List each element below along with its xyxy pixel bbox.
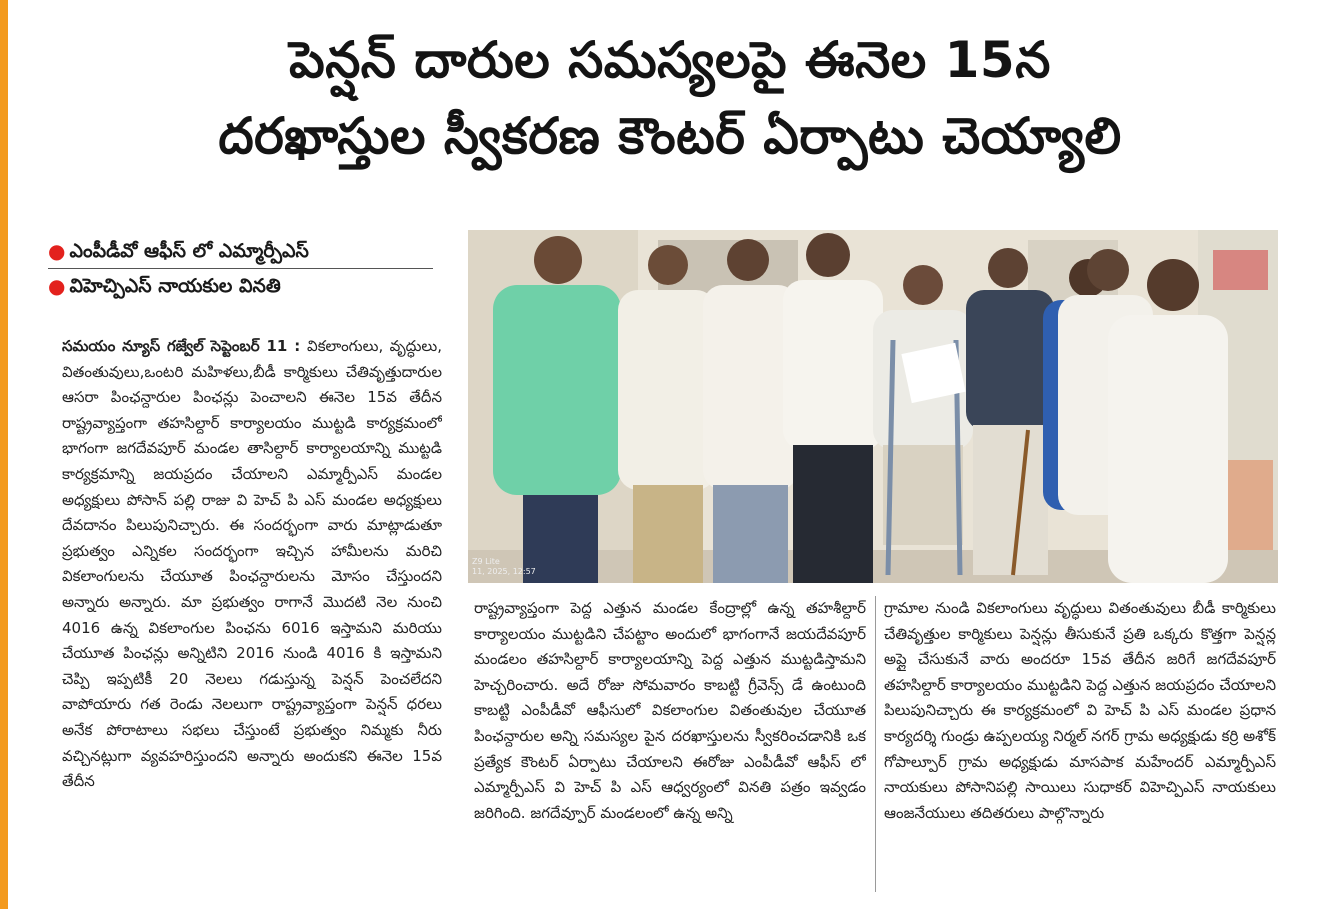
article-text-1: వికలాంగులు, వృద్ధులు, వితంతువులు,ఒంటరి మహిళలు,బీడీ కార్మికులు చేతివృత్తుదారుల ఆసరా పింఛన్దారుల పింఛన్లు పెంచాలని ఈనెల 15వ తేదీన రాష్ట్రవ్యాప్తంగా తహసిల్దార్ కార్యాలయం ముట్టడి కార్యక్రమంలో భాగంగా జగదేవపూర్ మండల తాసిల్దార్ కార్యాలయాన్ని ముట్టడి కార్యక్రమాన్ని జయప్రదం చేయాలని ఎమ్మార్పీఎస్ మండల అధ్యక్షులు పోసాన్ పల్లి రాజు వి హెచ్ పి ఎస్ మండల అధ్యక్షులు దేవదానం పిలుపునిచ్చారు. ఈ సందర్భంగా వారు మాట్లాడుతూ ప్రభుత్వం ఎన్నికల సందర్భంగా ఇచ్చిన హామీలను మరిచి వికలాంగులను చేయూత పింఛన్దారులను మోసం చేస్తుందని అన్నారు అన్నారు. మా ప్రభుత్వం రాగానే మొదటి నెల నుంచి 4016 ఉన్న వికలాంగుల పింఛను 6016 ఇస్తామని మరియు చేయూత పింఛన్లు అన్నిటిని 2016 నుండి 4016 కి ఇస్తామని చెప్పి ఇప్పటికీ 20 నెలలు గడుస్తున్న పెన్షన్ పెంచలేదని వాపోయారు గత రెండు నెలలుగా రాష్ట్రవ్యాప్తంగా పెన్షన్ ధరలు అనేక పోరాటాలు సభలు చేస్తుంటే ప్రభుత్వం నిమ్మకు నీరు వచ్చినట్లుగా వ్యవహరిస్తుందని అన్నారు అందుకని ఈనెల 15వ తేదీన — [62, 337, 442, 791]
article-text-3: గ్రామాల నుండి వికలాంగులు వృద్ధులు వితంతువులు బీడీ కార్మికులు చేతివృత్తుల కార్మికులు పెన్షన్లు తీసుకునే ప్రతి ఒక్కరు కొత్తగా పెన్షన్ల అప్లై చేసుకునే వారు అందరూ 15వ తేదీన జరిగే జగదేవపూర్ తహసిల్దార్ కార్యాలయం ముట్టడిని పెద్ద ఎత్తున జయప్రదం చేయాలని పిలుపునిచ్చారు ఈ కార్యక్రమంలో వి హెచ్ పి ఎస్ మండల ప్రధాన కార్యదర్శి గుండ్రు ఉప్పలయ్య నిర్మల్ నగర్ గ్రామ అధ్యక్షుడు కర్రి అశోక్ గోపాల్పూర్ గ్రామ అధ్యక్షుడు మాసపాక మహేందర్ ఎమ్మార్పీఎస్ నాయకులు పోసానిపల్లి సాయిలు సుధాకర్ విహెచ్పిఎస్ నాయకులు ఆంజనేయులు తదితరులు పాల్గొన్నారు — [884, 599, 1276, 822]
bullet-icon: ● — [48, 274, 66, 298]
group-photo-illustration — [468, 230, 1278, 583]
dateline: సమయం న్యూస్ గజ్వేల్ సెప్టెంబర్ 11 : — [62, 337, 308, 355]
camera-watermark-date: 11, 2025, 12:57 — [472, 567, 536, 576]
subheading-text: విహెచ్పిఎస్ నాయకుల వినతి — [69, 275, 281, 297]
camera-watermark-model: Z9 Lite — [472, 557, 500, 566]
news-photo — [468, 230, 1278, 583]
subheading-text: ఎంపీడీవో ఆఫీస్ లో ఎమ్మార్పీఎస్ — [69, 240, 309, 262]
article-text-2: రాష్ట్రవ్యాప్తంగా పెద్ద ఎత్తున మండల కేంద్రాల్లో ఉన్న తహశీల్దార్ కార్యాలయం ముట్టడిని చేపట్టాం అందులో భాగంగానే జయదేవపూర్ మండలం తహసిల్దార్ కార్యాలయాన్ని పెద్ద ఎత్తున ముట్టడిస్తామని హెచ్చరించారు. అదే రోజు సోమవారం కాబట్టి గ్రీవెన్స్ డే ఉంటుంది కాబట్టి ఎంపీడీవో ఆఫీసులో వికలాంగుల వితంతువుల చేయూత పింఛన్దారుల అన్ని సమస్యల పైన దరఖాస్తులను స్వీకరించడానికి ఒక ప్రత్యేక కౌంటర్ ఏర్పాటు చేయాలని ఈరోజు ఎంపీడీవో ఆఫీస్ లో ఎమ్మార్పీఎస్ వి హెచ్ పి ఎస్ ఆధ్వర్యంలో వినతి పత్రం ఇవ్వడం జరిగింది. జగదేవ్పూర్ మండలంలో ఉన్న అన్ని — [474, 599, 866, 822]
article-column-1 — [62, 334, 442, 904]
bullet-icon: ● — [48, 239, 66, 263]
orange-side-stripe — [0, 0, 8, 909]
column-divider — [875, 596, 876, 892]
subheading-1 — [48, 234, 433, 269]
headline-line-2: దరఖాస్తుల స్వీకరణ కౌంటర్ ఏర్పాటు చెయ్యాలి — [218, 107, 1122, 165]
article-column-3 — [884, 596, 1276, 896]
headline — [20, 22, 1320, 174]
headline-line-1: పెన్షన్ దారుల సమస్యలపై ఈనెల 15న — [289, 31, 1051, 89]
subheadings — [48, 234, 433, 303]
subheading-2 — [48, 269, 433, 303]
article-column-2 — [474, 596, 866, 896]
